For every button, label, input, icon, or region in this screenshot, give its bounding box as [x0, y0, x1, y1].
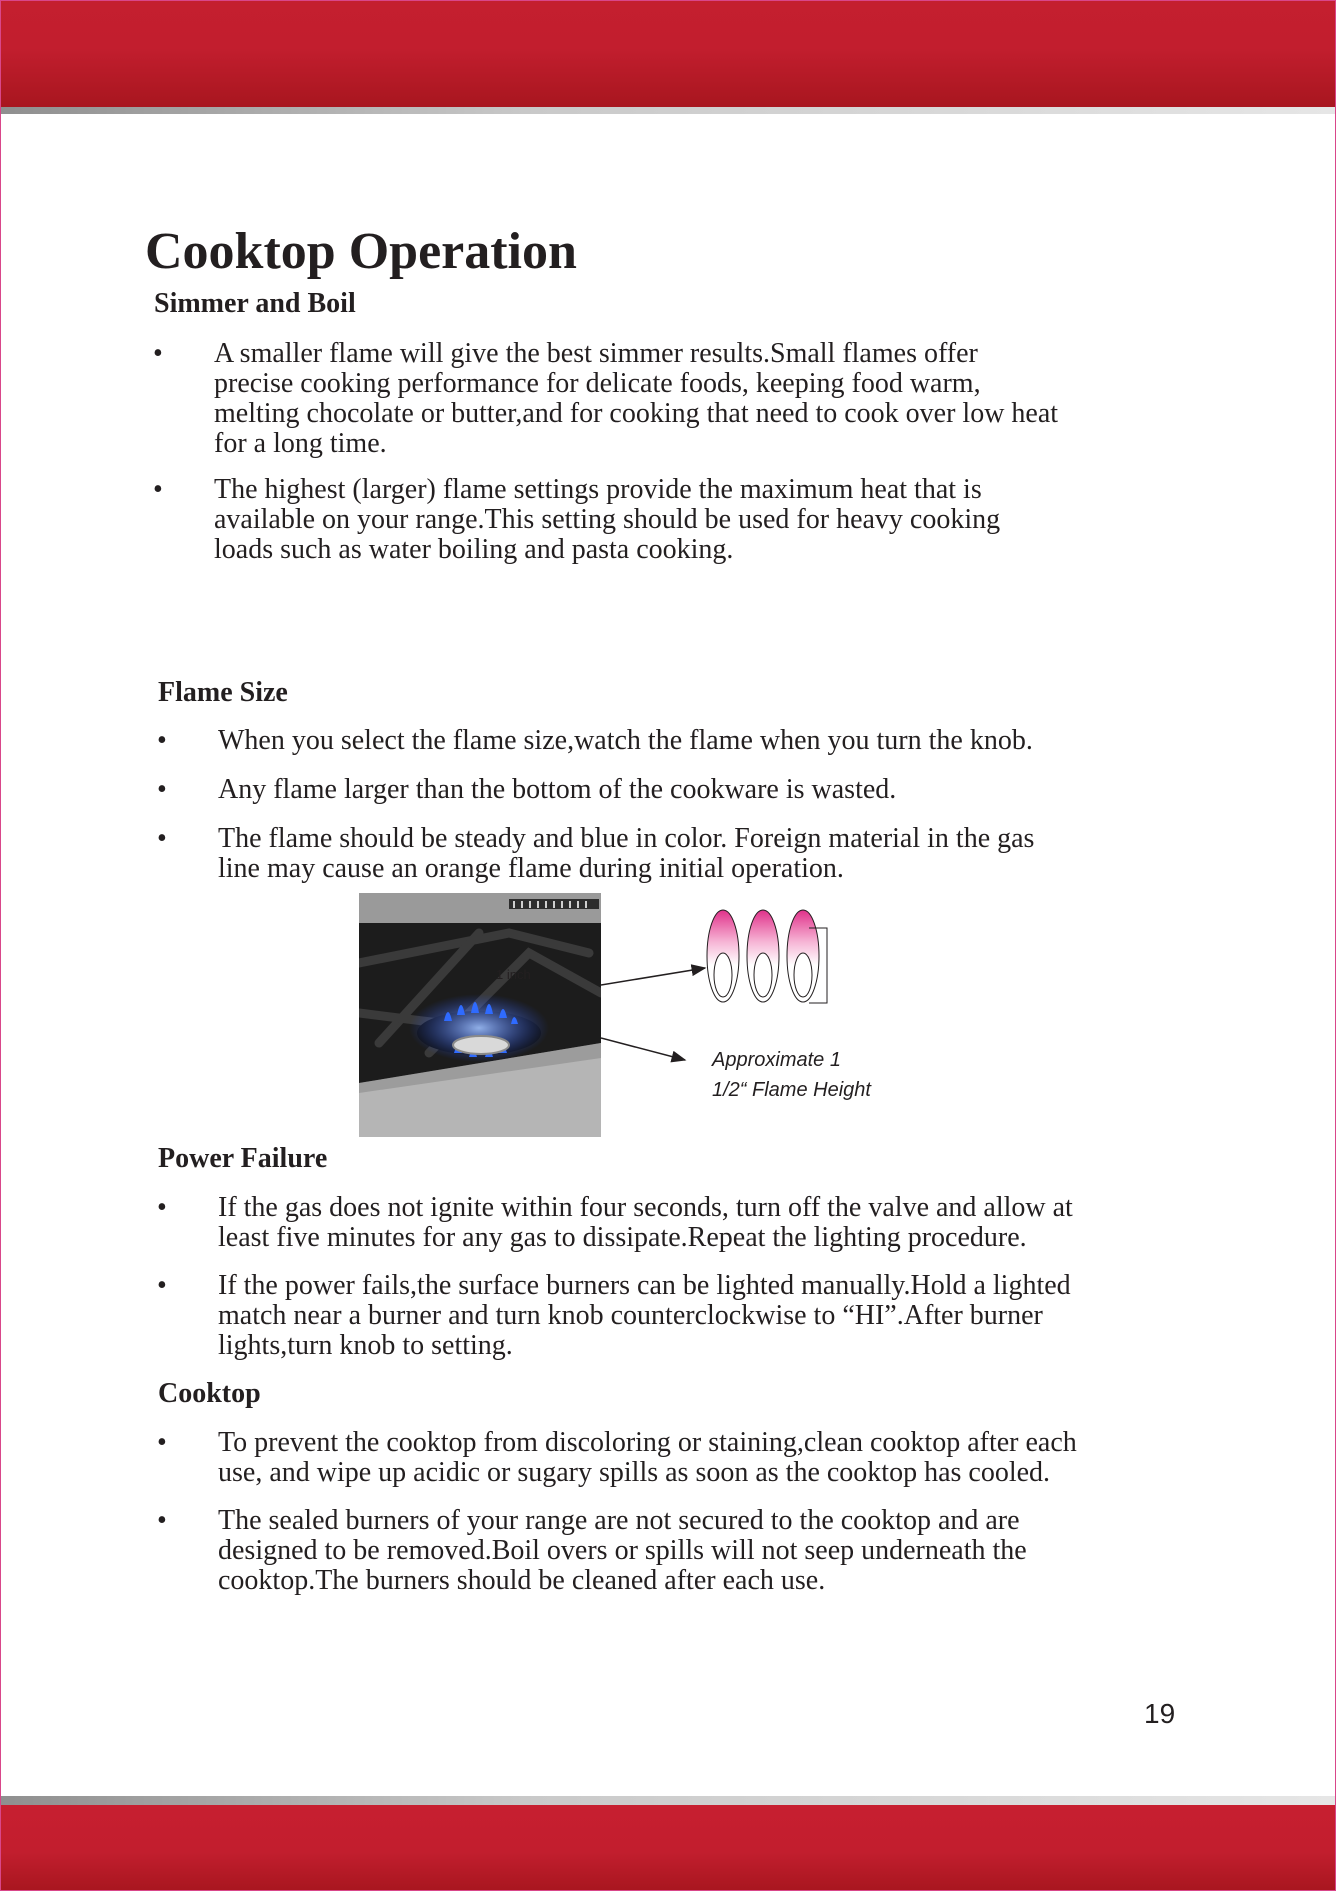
bullet-power-1 — [157, 1193, 1073, 1253]
bullet-dot: • — [157, 774, 167, 805]
bullet-cooktop-1 — [157, 1428, 1077, 1488]
header-stripe — [0, 107, 1336, 114]
bullet-flame-3 — [157, 824, 1034, 884]
arrow-to-flames — [601, 968, 705, 985]
bullet-dot: • — [157, 1192, 167, 1223]
bullet-dot: • — [153, 338, 163, 369]
heading-flame-size: Flame Size — [158, 677, 288, 708]
bullet-dot: • — [157, 1505, 167, 1536]
bullet-dot: • — [157, 725, 167, 756]
bullet-text: The highest (larger) flame settings provide the maximum heat that is available on your range.This setting should be used for heavy cooking loads such as water boiling and pasta cooking. — [214, 474, 1001, 565]
bullet-text: A smaller flame will give the best simmer results.Small flames offer precise cooking performance for delicate foods, keeping food warm, melting chocolate or butter,and for cooking that need to cook over low heat for a long time. — [214, 338, 1059, 459]
bullet-dot: • — [157, 1270, 167, 1301]
bullet-text: When you select the flame size,watch the flame when you turn the knob. — [218, 725, 1033, 756]
burner-photo — [359, 893, 601, 1137]
bullet-text: To prevent the cooktop from discoloring or staining,clean cooktop after each use, and wipe up acidic or sugary spills as soon as the cooktop has cooled. — [218, 1427, 1077, 1488]
bullet-flame-1 — [157, 726, 1033, 756]
bullet-text: The flame should be steady and blue in color. Foreign material in the gas line may cause an orange flame during initial operation. — [218, 823, 1035, 884]
bullet-flame-2 — [157, 775, 896, 805]
heading-cooktop: Cooktop — [158, 1378, 261, 1409]
flame-shapes — [707, 910, 819, 1002]
bullet-cooktop-2 — [157, 1506, 1027, 1596]
page-title: Cooktop Operation — [145, 223, 577, 280]
arrow-to-caption — [601, 1038, 685, 1060]
bullet-text: The sealed burners of your range are not secured to the cooktop and are designed to be removed.Boil overs or spills will not seep underneath the cooktop.The burners should be cleaned after each use. — [218, 1505, 1027, 1596]
bullet-simmer-1 — [153, 339, 1058, 459]
page-number: 19 — [1144, 1698, 1176, 1729]
bullet-dot: • — [153, 474, 163, 505]
bullet-text: If the gas does not ignite within four seconds, turn off the valve and allow at least five minutes for any gas to dissipate.Repeat the lighting procedure. — [218, 1192, 1073, 1253]
bullet-dot: • — [157, 823, 167, 854]
heading-power-failure: Power Failure — [158, 1143, 328, 1174]
footer-band — [0, 1805, 1336, 1891]
flame-height-caption-line1: Approximate 1 — [712, 1049, 841, 1071]
inch-label: 1 inch — [496, 967, 531, 982]
footer-stripe — [0, 1796, 1336, 1805]
bullet-dot: • — [157, 1427, 167, 1458]
heading-simmer-and-boil: Simmer and Boil — [154, 288, 356, 319]
flame-height-caption-line2: 1/2“ Flame Height — [712, 1079, 871, 1101]
bullet-simmer-2 — [153, 475, 1000, 565]
bullet-power-2 — [157, 1271, 1071, 1361]
bullet-text: Any flame larger than the bottom of the cookware is wasted. — [218, 774, 897, 805]
header-band — [0, 0, 1336, 107]
bullet-text: If the power fails,the surface burners can be lighted manually.Hold a lighted match near a burner and turn knob counterclockwise to “HI”.After burner lights,turn knob to setting. — [218, 1270, 1071, 1361]
